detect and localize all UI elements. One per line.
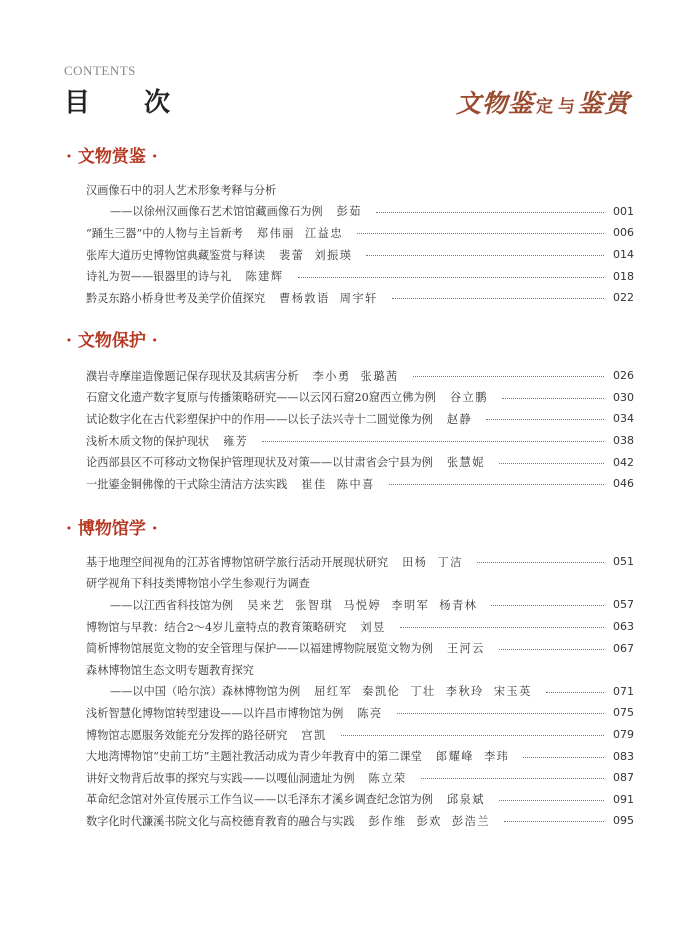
toc-entry-title: “踊生三器”中的人物与主旨新考: [86, 226, 243, 240]
leader-dots: [502, 398, 604, 399]
leader-dots: [357, 233, 604, 234]
toc-entry-authors: [245, 268, 293, 284]
toc-entry-authors: [447, 640, 495, 656]
author-name: 彭浩兰: [451, 814, 491, 828]
author-name: 雍芳: [223, 434, 249, 448]
page-number: 057: [613, 598, 634, 612]
leader-dots: [366, 255, 604, 256]
leader-dots: [341, 735, 604, 736]
author-name: 王河云: [446, 642, 485, 656]
toc-entry-authors: [450, 389, 498, 405]
section-heading: · 文物保护 ·: [66, 331, 158, 351]
author-name: 张慧妮: [446, 456, 485, 470]
leader-dots: [491, 605, 604, 606]
toc-entry-title: 浅析木质文物的保护现状: [86, 434, 210, 448]
toc-entry[interactable]: [86, 408, 634, 430]
toc-entry[interactable]: [86, 789, 634, 811]
leader-dots: [389, 484, 604, 485]
toc-entry[interactable]: [86, 767, 634, 789]
toc-entry[interactable]: [86, 659, 634, 681]
section-heading: · 博物馆学 ·: [66, 519, 158, 539]
toc-entry-authors: [369, 770, 417, 786]
toc-entry[interactable]: [86, 594, 634, 616]
toc-entry-authors: [314, 683, 542, 699]
page-number: 001: [613, 204, 634, 218]
toc-list: [86, 179, 634, 309]
page-number: 026: [613, 369, 634, 383]
toc-entry-authors: [223, 433, 258, 449]
toc-entry-title: 张库大道历史博物馆典藏鉴赏与释读: [86, 248, 266, 262]
author-name: 郑伟丽: [256, 226, 295, 240]
leader-dots: [546, 692, 604, 693]
toc-entry[interactable]: [86, 810, 634, 832]
contents-label: CONTENTS: [64, 63, 136, 78]
toc-entry-title: 汉画像石中的羽人艺术形象考释与分析: [86, 183, 277, 197]
toc-entry-title: 简析博物馆展览文物的安全管理与保护——以福建博物院展览文物为例: [86, 642, 433, 656]
toc-entry-authors: [257, 225, 353, 241]
leader-dots: [499, 649, 604, 650]
toc-entry-authors: [360, 619, 395, 635]
author-name: 田杨: [402, 555, 428, 569]
author-name: 陈立荣: [368, 771, 407, 785]
leader-dots: [397, 713, 604, 714]
toc-entry-title: 基于地理空间视角的江苏省博物馆研学旅行活动开展现状研究: [86, 555, 389, 569]
toc-entry-authors: [313, 368, 409, 384]
toc-entry[interactable]: [86, 201, 634, 223]
author-name: 秦凯伦: [362, 685, 401, 699]
leader-dots: [392, 298, 604, 299]
toc-entry[interactable]: [86, 745, 634, 767]
toc-entry-authors: [279, 290, 388, 306]
toc-entry-title: ——以徐州汉画像石艺术馆馆藏画像石为例: [110, 205, 323, 219]
author-name: 周宇轩: [339, 291, 378, 305]
toc-entry-authors: [369, 813, 501, 829]
author-name: 丁洁: [437, 555, 463, 569]
author-name: 李小勇: [312, 369, 351, 383]
author-name: 彭茹: [336, 205, 362, 219]
toc-entry-authors: [447, 411, 482, 427]
toc-entry-title: 革命纪念馆对外宣传展示工作刍议——以毛泽东才溪乡调查纪念馆为例: [86, 793, 433, 807]
page-number: 071: [613, 684, 634, 698]
toc-entry-authors: [357, 705, 392, 721]
toc-entry-authors: [447, 454, 495, 470]
author-name: 彭作维: [368, 814, 407, 828]
toc-entry[interactable]: [86, 265, 634, 287]
author-name: 李秋玲: [445, 685, 484, 699]
toc-entry[interactable]: [86, 637, 634, 659]
page-number: 079: [613, 728, 634, 742]
toc-entry-authors: [301, 476, 384, 492]
toc-entry-title: 博物馆与早教：结合2～4岁儿童特点的教育策略研究: [86, 620, 347, 634]
author-name: 谷立鹏: [449, 391, 488, 405]
page-number: 042: [613, 455, 634, 469]
author-name: 丁壮: [410, 685, 436, 699]
toc-entry-title: 黔灵东路小桥身世考及美学价值探究: [86, 291, 266, 305]
page-number: 022: [613, 291, 634, 305]
section-heading: · 文物赏鉴 ·: [66, 147, 158, 167]
page-number: 018: [613, 269, 634, 283]
toc-entry-title: 濮岩寺摩崖造像题记保存现状及其病害分析: [86, 369, 299, 383]
author-name: 马悦婷: [343, 598, 382, 612]
leader-dots: [421, 778, 604, 779]
toc-entry-authors: [301, 727, 336, 743]
author-name: 李玮: [483, 750, 510, 764]
toc-entry[interactable]: [86, 287, 634, 309]
author-name: 张璐茜: [360, 369, 399, 383]
logo-part-3: 与: [557, 97, 576, 117]
toc-entry-authors: [436, 748, 519, 764]
page-number: 051: [613, 555, 634, 569]
toc-entry-title: 研学视角下科技类博物馆小学生参观行为调查: [86, 577, 310, 591]
author-name: 刘振瑛: [314, 248, 353, 262]
toc-entry[interactable]: [86, 430, 634, 452]
leader-dots: [499, 463, 604, 464]
page-number: 014: [613, 248, 634, 262]
author-name: 陈中喜: [336, 477, 375, 491]
logo-part-2: 定: [535, 97, 554, 117]
author-name: 吴来艺: [247, 598, 286, 612]
toc-entry-title: 诗礼为贺——银器里的诗与礼: [86, 270, 232, 284]
toc-entry-title: 森林博物馆生态文明专题教育探究: [86, 663, 254, 677]
toc-entry[interactable]: [86, 573, 634, 595]
leader-dots: [262, 441, 604, 442]
toc-entry-authors: [279, 247, 362, 263]
toc-entry-title: 数字化时代濂溪书院文化与高校德育教育的融合与实践: [86, 814, 355, 828]
toc-entry[interactable]: [86, 244, 634, 266]
toc-entry-title: 大地湾博物馆“史前工坊”主题社教活动成为青少年教育中的第二课堂: [86, 750, 422, 764]
page-number: 063: [613, 620, 634, 634]
leader-dots: [413, 376, 604, 377]
author-name: 赵静: [446, 412, 473, 426]
leader-dots: [376, 212, 604, 213]
toc-entry-title: 试论数字化在古代彩塑保护中的作用——以长子法兴寺十二圆觉像为例: [86, 412, 433, 426]
author-name: 崔佳: [301, 477, 327, 491]
leader-dots: [400, 627, 604, 628]
page-number: 006: [613, 226, 634, 240]
page-title: 目 次: [64, 88, 185, 118]
toc-entry[interactable]: [86, 681, 634, 703]
page-number: 046: [613, 477, 634, 491]
author-name: 李明军: [391, 598, 430, 612]
author-name: 陈建辉: [245, 270, 284, 284]
leader-dots: [298, 277, 604, 278]
page-number: 034: [613, 412, 634, 426]
toc-entry[interactable]: [86, 179, 634, 201]
author-name: 屈红军: [314, 685, 353, 699]
toc-entry[interactable]: [86, 616, 634, 638]
toc-list: [86, 365, 634, 495]
toc-entry-title: ——以江西省科技馆为例: [110, 598, 234, 612]
toc-entry[interactable]: [86, 551, 634, 573]
toc-entry-title: 博物馆志愿服务效能充分发挥的路径研究: [86, 728, 288, 742]
page-number: 095: [613, 814, 634, 828]
author-name: 彭欢: [416, 814, 442, 828]
journal-logo: [456, 84, 630, 120]
page-number: 067: [613, 641, 634, 655]
author-name: 张智琪: [295, 598, 334, 612]
leader-dots: [477, 562, 604, 563]
page-number: 030: [613, 390, 634, 404]
page-number: 091: [613, 792, 634, 806]
toc-entry[interactable]: [86, 724, 634, 746]
toc-entry-authors: [402, 554, 473, 570]
author-name: 裴蕾: [279, 248, 305, 262]
author-name: 陈亮: [357, 706, 383, 720]
toc-entry-title: ——以中国（哈尔滨）森林博物馆为例: [110, 685, 301, 699]
toc-entry[interactable]: [86, 387, 634, 409]
page-number: 075: [613, 706, 634, 720]
leader-dots: [486, 419, 604, 420]
logo-part-1: 文物鉴: [455, 89, 534, 118]
leader-dots: [523, 757, 604, 758]
author-name: 江益忠: [304, 226, 344, 240]
toc-entry-title: 讲好文物背后故事的探究与实践——以嘎仙洞遗址为例: [86, 771, 355, 785]
page-number: 038: [613, 434, 634, 448]
toc-entry[interactable]: [86, 473, 634, 495]
page-number: 087: [613, 771, 634, 785]
author-name: 宫凯: [301, 728, 327, 742]
author-name: 邱泉斌: [446, 793, 485, 807]
toc-list: [86, 551, 634, 832]
toc-entry-authors: [447, 791, 495, 807]
toc-entry-title: 浅析智慧化博物馆转型建设——以许昌市博物馆为例: [86, 706, 344, 720]
toc-entry-authors: [247, 597, 487, 613]
leader-dots: [504, 821, 604, 822]
toc-entry[interactable]: [86, 451, 634, 473]
toc-entry-title: 论西部县区不可移动文物保护管理现状及对策——以甘肃省会宁县为例: [86, 456, 433, 470]
author-name: 郎耀峰: [435, 750, 474, 764]
toc-entry-title: 一批鎏金铜佛像的干式除尘清洁方法实践: [86, 477, 288, 491]
toc-entry[interactable]: [86, 222, 634, 244]
logo-part-4: 鉴赏: [577, 89, 630, 118]
toc-entry[interactable]: [86, 702, 634, 724]
leader-dots: [499, 800, 604, 801]
toc-entry-authors: [337, 203, 372, 219]
author-name: 曹杨敦语: [279, 291, 330, 305]
author-name: 刘昱: [360, 620, 386, 634]
page-number: 083: [613, 749, 634, 763]
toc-entry-title: 石窟文化遗产数字复原与传播策略研究——以云冈石窟20窟西立佛为例: [86, 391, 436, 405]
author-name: 杨青林: [439, 598, 478, 612]
author-name: 宋玉英: [493, 685, 532, 699]
toc-entry[interactable]: [86, 365, 634, 387]
